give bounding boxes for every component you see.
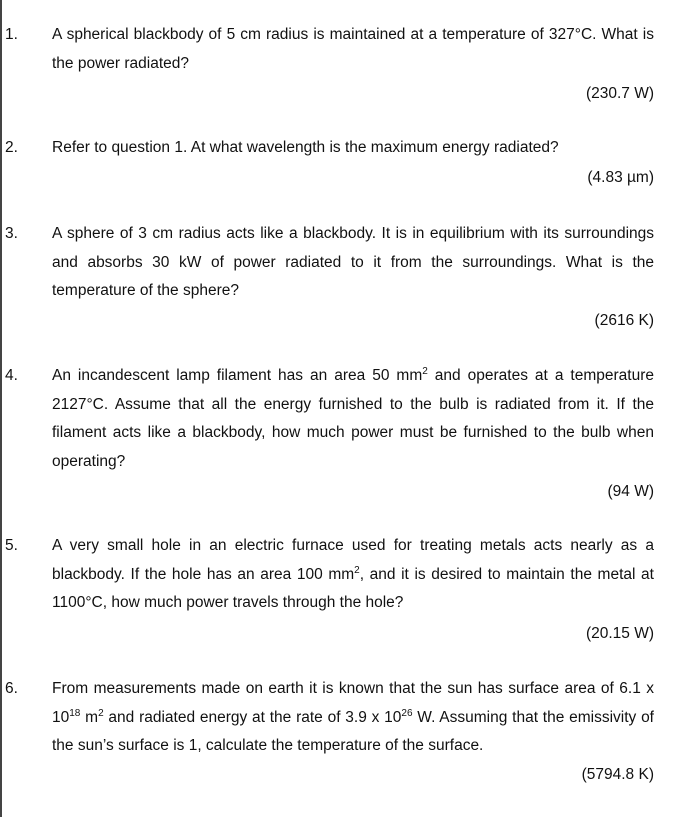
question-number: 4.	[5, 367, 18, 384]
answer-label: (4.83 µm)	[587, 169, 654, 186]
question-text: A spherical blackbody of 5 cm radius is maintained at a temperature of 327°C. What is the power radiated?	[52, 26, 654, 72]
question-text: Refer to question 1. At what wavelength is the maximum energy radiated?	[52, 139, 559, 156]
answer-label: (2616 K)	[594, 312, 654, 329]
answer-label: (94 W)	[607, 483, 654, 500]
question-number: 5.	[5, 537, 18, 554]
answer-label: (20.15 W)	[585, 625, 654, 642]
question-number: 1.	[5, 26, 18, 43]
question-number: 2.	[5, 139, 18, 156]
answer-label: (5794.8 K)	[581, 766, 654, 783]
question-text: A very small hole in an electric furnace used for treating metals acts nearly as a blackbody. If the hole has an area 100 $mm^2$, and it is desired to maintain the metal at 1100°C, how much power travels through the hole?	[52, 537, 654, 611]
question-number: 6.	[5, 680, 18, 697]
question-text: A sphere of 3 cm radius acts like a blackbody. It is in equilibrium with its surroundings and absorbs 30 kW of power radiated to it from the surroundings. What is the temperature of the sphere?	[52, 225, 654, 299]
answer-label: (230.7 W)	[585, 85, 654, 102]
question-text: From measurements made on earth it is known that the sun has surface area of 6.1 x $10^{18}$ $m^2$ and radiated energy at the rate of 3.9 x $10^{26}$ W. Assuming that the emissivity of the sun’s surface is 1, calculate the temperature of the surface.	[52, 680, 654, 754]
question-text: An incandescent lamp filament has an area 50 $mm^2$ and operates at a temperature 2127°C. Assume that all the energy furnished to the bulb is radiated from it. If the filament acts like a blackbody, how much power must be furnished to the bulb when operating?	[52, 365, 654, 470]
question-number: 3.	[5, 225, 18, 242]
page-left-border	[0, 0, 2, 817]
